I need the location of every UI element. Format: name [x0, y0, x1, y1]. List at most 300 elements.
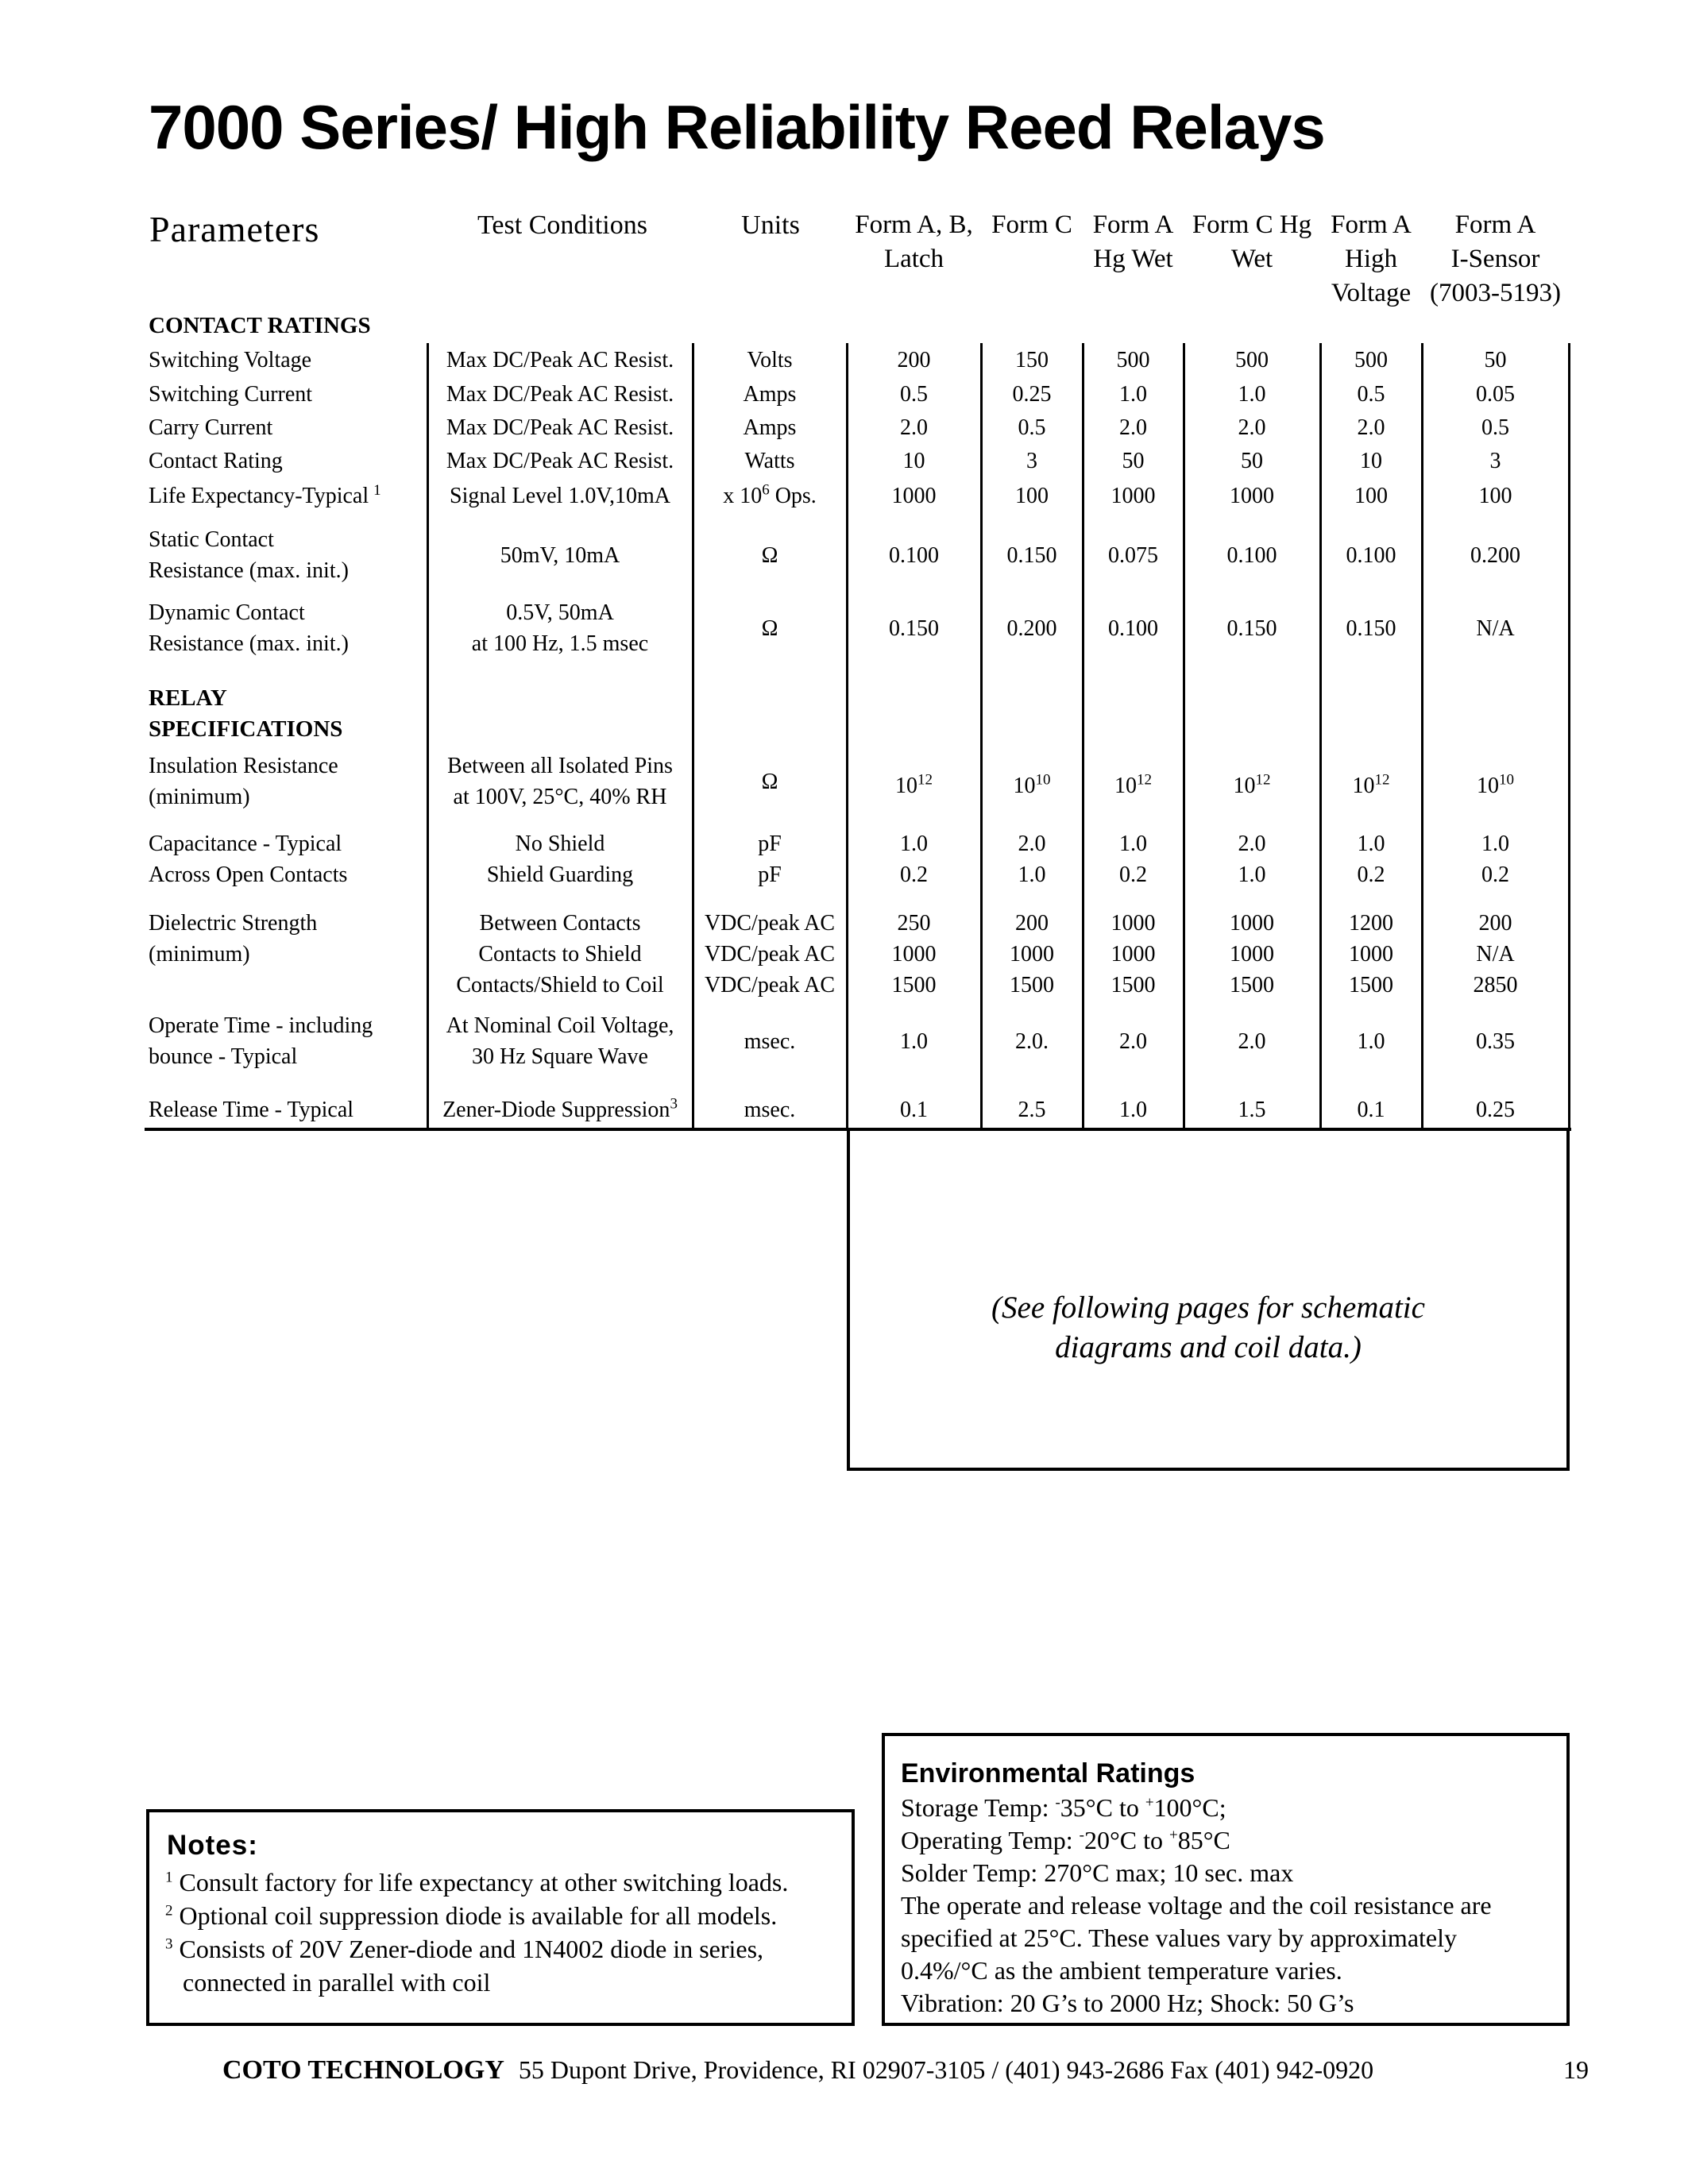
- value-line: 1000: [1111, 911, 1156, 936]
- value-line: 50: [1122, 449, 1145, 473]
- param-line: Resistance (max. init.): [149, 558, 349, 583]
- param-line: Insulation Resistance: [149, 754, 338, 778]
- units-cell: [693, 613, 847, 644]
- param-line: bounce - Typical: [149, 1044, 298, 1069]
- param-label: [149, 908, 317, 970]
- value-line: 100: [1478, 484, 1512, 508]
- value-line: 0.2: [1357, 862, 1385, 887]
- value-cell: [847, 828, 981, 890]
- units-cell: [693, 1026, 847, 1057]
- value-line: 2850: [1473, 973, 1518, 997]
- param-line: Contact Rating: [149, 449, 283, 473]
- value-line: 2.5: [1018, 1098, 1046, 1122]
- condition-line: No Shield: [515, 832, 605, 856]
- units-line: msec.: [744, 1028, 796, 1054]
- value-cell: [1422, 345, 1569, 376]
- value-line: 1000: [1349, 942, 1393, 967]
- operating-temp: Operating Temp: -20°C to +85°C: [901, 1826, 1230, 1854]
- value-line: 0.150: [1006, 542, 1057, 568]
- value-line: 1000: [1111, 942, 1156, 967]
- value-line: 50: [1484, 348, 1507, 372]
- see-following-line1: (See following pages for schematic: [991, 1291, 1425, 1325]
- value-cell: [1184, 908, 1320, 1001]
- value-line: 500: [1354, 348, 1388, 372]
- units-cell: [693, 446, 847, 477]
- value-cell: [981, 540, 1083, 571]
- value-line: 2.0: [1018, 832, 1046, 856]
- notes-box: [146, 1809, 855, 2026]
- param-label: [149, 1010, 373, 1072]
- value-cell: [1184, 480, 1320, 511]
- value-line: 1000: [1230, 942, 1274, 967]
- value-cell: [1320, 828, 1422, 890]
- value-line: 2.0: [1357, 415, 1385, 440]
- units-line: Ω: [761, 615, 778, 641]
- value-line: N/A: [1476, 615, 1515, 641]
- column-header-line: Form A, B,: [855, 210, 973, 239]
- value-line: 2.0: [1119, 1028, 1147, 1054]
- test-condition: [427, 597, 693, 659]
- condition-line: Between all Isolated Pins: [447, 754, 673, 778]
- value-line: 1.0: [1119, 832, 1147, 856]
- condition-line: At Nominal Coil Voltage,: [446, 1013, 674, 1038]
- value-cell: [1083, 412, 1184, 443]
- value-line: 1500: [1111, 973, 1156, 997]
- value-line: 0.5: [1357, 382, 1385, 407]
- units-line: Amps: [743, 382, 797, 407]
- value-exponent: 10: [1499, 771, 1514, 789]
- value-cell: [1184, 345, 1320, 376]
- value-cell: [1320, 345, 1422, 376]
- value-line: 1.0: [1357, 1028, 1385, 1054]
- param-line: Carry Current: [149, 415, 273, 440]
- value-cell: [1184, 1026, 1320, 1057]
- value-line: 150: [1015, 348, 1049, 372]
- value-cell: [1422, 908, 1569, 1001]
- column-header-line: I-Sensor: [1450, 245, 1540, 273]
- value-cell: [981, 412, 1083, 443]
- param-label: [149, 828, 347, 890]
- value-line: 0.05: [1476, 382, 1515, 407]
- value-line: 200: [1015, 911, 1049, 936]
- value-cell: [847, 770, 981, 801]
- value-line: 1.0: [1238, 862, 1266, 887]
- value-cell: [1422, 540, 1569, 571]
- value-line: 10: [902, 449, 925, 473]
- value-line: 0.200: [1470, 542, 1520, 568]
- value-line: 3: [1026, 449, 1037, 473]
- value-line: 1000: [891, 942, 937, 967]
- value-cell: [981, 446, 1083, 477]
- param-label: [149, 345, 311, 376]
- value-cell: [1422, 446, 1569, 477]
- value-cell: [1184, 412, 1320, 443]
- units-cell: [693, 828, 847, 890]
- units-line: Watts: [744, 449, 795, 473]
- value-line: 0.2: [1481, 862, 1509, 887]
- param-line: Across Open Contacts: [149, 862, 348, 887]
- value-exponent: 10: [1035, 771, 1051, 789]
- units-cell: [693, 540, 847, 571]
- param-label: [149, 1094, 353, 1125]
- param-line: Switching Voltage: [149, 348, 312, 372]
- value-cell: [1320, 1026, 1422, 1057]
- footnote-ref: 3: [670, 1095, 678, 1113]
- value-cell: [981, 1026, 1083, 1057]
- section-relay-specs-line2: SPECIFICATIONS: [149, 716, 343, 742]
- value-cell: [1083, 1094, 1184, 1125]
- value-cell: [1320, 1094, 1422, 1125]
- schematic-note-box: [847, 1129, 1570, 1471]
- value-line: 1000: [891, 484, 937, 508]
- condition-line: Contacts to Shield: [478, 942, 642, 967]
- value-cell: [1320, 770, 1422, 801]
- value-cell: [981, 908, 1083, 1001]
- units-cell: [693, 908, 847, 1001]
- units-line: VDC/peak AC: [704, 942, 836, 967]
- value-cell: [1083, 480, 1184, 511]
- condition-line: Contacts/Shield to Coil: [456, 973, 664, 997]
- value-cell: [1184, 828, 1320, 890]
- value-cell: [1184, 1094, 1320, 1125]
- value-cell: [1184, 613, 1320, 644]
- param-line: Switching Current: [149, 382, 313, 407]
- units-line: VDC/peak AC: [704, 973, 836, 997]
- column-header-line: Form A: [1454, 210, 1536, 239]
- value-exponent: 12: [917, 771, 933, 789]
- value-line: 1.0: [1481, 832, 1509, 856]
- test-conditions-heading: Test Conditions: [477, 210, 647, 240]
- value-line: 1.0: [1119, 382, 1147, 407]
- value-line: 200: [1478, 911, 1512, 936]
- value-line: 500: [1116, 348, 1150, 372]
- param-line: Dielectric Strength: [149, 911, 318, 936]
- condition-line: at 100 Hz, 1.5 msec: [471, 631, 649, 656]
- test-condition: [427, 480, 693, 511]
- value-cell: [1422, 1094, 1569, 1125]
- condition-line: Max DC/Peak AC Resist.: [446, 382, 674, 407]
- units-line: msec.: [744, 1098, 796, 1122]
- note-item-1: $^1$ Consult factory for life expectancy at other switching loads.: [165, 1868, 789, 1897]
- condition-line: Signal Level 1.0V,10mA: [450, 484, 670, 508]
- test-condition: [427, 751, 693, 812]
- param-line: Life Expectancy-Typical $^1$: [149, 481, 381, 508]
- value-base: 10: [1233, 774, 1256, 798]
- value-line: 1.0: [1357, 832, 1385, 856]
- param-label: [149, 597, 349, 659]
- value-cell: [1320, 908, 1422, 1001]
- param-line: Resistance (max. init.): [149, 631, 349, 656]
- section-relay-specs-line1: RELAY: [149, 685, 227, 711]
- param-label: [149, 751, 338, 812]
- form-column-header: [1406, 208, 1585, 311]
- environmental-title: Environmental Ratings: [901, 1758, 1196, 1788]
- value-line: 1200: [1349, 911, 1393, 936]
- value-cell: [1083, 1026, 1184, 1057]
- value-line: 1500: [1349, 973, 1393, 997]
- value-line: 0.2: [900, 862, 928, 887]
- value-base: 10: [895, 774, 917, 798]
- param-line: (minimum): [149, 785, 250, 809]
- value-line: 2.0: [1119, 415, 1147, 440]
- value-cell: [1184, 540, 1320, 571]
- footer-company: COTO TECHNOLOGY: [222, 2055, 504, 2085]
- units-heading: Units: [741, 210, 800, 240]
- units-cell: [693, 345, 847, 376]
- value-line: 0.25: [1012, 382, 1052, 407]
- value-line: 1.0: [1238, 382, 1266, 407]
- condition-line: Between Contacts: [479, 911, 641, 936]
- value-cell: [1083, 828, 1184, 890]
- column-header-line: Form C: [991, 210, 1072, 239]
- value-line: 3: [1489, 449, 1501, 473]
- value-base: 10: [1013, 774, 1036, 798]
- value-cell: [1422, 379, 1569, 410]
- value-line: 0.100: [1226, 542, 1277, 568]
- page-number: 19: [1563, 2055, 1589, 2084]
- see-following-text: [850, 1288, 1566, 1368]
- value-cell: [1320, 480, 1422, 511]
- value-cell: [1083, 345, 1184, 376]
- units-cell: [693, 480, 847, 511]
- value-line: 1500: [1010, 973, 1054, 997]
- notes-title: Notes:: [167, 1830, 258, 1861]
- value-line: 10: [1360, 449, 1382, 473]
- value-cell: [1422, 828, 1569, 890]
- environmental-ratings-box: [882, 1733, 1570, 2026]
- value-line: 0.100: [889, 542, 939, 568]
- note-item-3: $^3$ Consists of 20V Zener-diode and 1N4002 diode in series,: [165, 1935, 764, 1963]
- value-exponent: 12: [1255, 771, 1271, 789]
- units-line: Ω: [761, 769, 778, 794]
- value-cell: [1422, 412, 1569, 443]
- value-line: 0.2: [1119, 862, 1147, 887]
- value-cell: [1083, 379, 1184, 410]
- value-cell: [847, 379, 981, 410]
- units-cell: [693, 379, 847, 410]
- value-line: 0.5: [1018, 415, 1046, 440]
- condition-line: 50mV, 10mA: [500, 542, 620, 568]
- param-label: [149, 412, 272, 443]
- see-following-line2: diagrams and coil data.): [1055, 1330, 1362, 1364]
- value-cell: [1320, 613, 1422, 644]
- value-cell: [1422, 1026, 1569, 1057]
- parameters-heading: Parameters: [149, 209, 320, 249]
- value-line: 0.075: [1108, 542, 1158, 568]
- param-line: Release Time - Typical: [149, 1098, 354, 1122]
- value-cell: [981, 345, 1083, 376]
- value-cell: [981, 770, 1083, 801]
- param-label: [149, 524, 349, 586]
- units-line: Amps: [743, 415, 797, 440]
- value-cell: [1184, 770, 1320, 801]
- units-line: pF: [758, 832, 782, 856]
- value-cell: [981, 828, 1083, 890]
- value-cell: [1184, 379, 1320, 410]
- column-header-line: Form C Hg: [1192, 210, 1312, 239]
- value-cell: [981, 379, 1083, 410]
- value-line: 2.0: [1238, 832, 1266, 856]
- test-condition: [427, 908, 693, 1001]
- column-header-line: (7003-5193): [1430, 279, 1561, 307]
- value-base: 10: [1352, 774, 1375, 798]
- param-label: [149, 480, 381, 511]
- footer-address: 55 Dupont Drive, Providence, RI 02907-3105 / (401) 943-2686 Fax (401) 942-0920: [518, 2055, 1374, 2084]
- value-line: 1000: [1230, 911, 1274, 936]
- condition-line: Zener-Diode Suppression$^3$: [442, 1095, 678, 1122]
- test-condition: [427, 828, 693, 890]
- value-line: 1.0: [1018, 862, 1046, 887]
- value-line: 0.100: [1346, 542, 1396, 568]
- param-label: [149, 446, 283, 477]
- column-header-line: Voltage: [1331, 279, 1412, 307]
- value-line: 1000: [1010, 942, 1054, 967]
- value-cell: [981, 1094, 1083, 1125]
- solder-temp: Solder Temp: 270°C max; 10 sec. max: [901, 1858, 1294, 1887]
- value-exponent: 12: [1374, 771, 1390, 789]
- value-base: 10: [1477, 774, 1499, 798]
- test-condition: [427, 412, 693, 443]
- value-line: 0.150: [1226, 615, 1277, 641]
- units-cell: [693, 766, 847, 797]
- param-line: (minimum): [149, 942, 250, 967]
- units-cell: [693, 412, 847, 443]
- test-condition: [427, 1094, 693, 1125]
- condition-line: Max DC/Peak AC Resist.: [446, 348, 674, 372]
- value-line: 0.200: [1006, 615, 1057, 641]
- units-line: x $10^6$ Ops.: [723, 481, 817, 508]
- condition-line: Shield Guarding: [486, 862, 634, 887]
- value-cell: [847, 345, 981, 376]
- test-condition: [427, 540, 693, 571]
- value-line: 0.25: [1476, 1098, 1515, 1122]
- column-header-line: Latch: [883, 245, 944, 273]
- param-line: Capacitance - Typical: [149, 832, 342, 856]
- value-line: 100: [1015, 484, 1049, 508]
- value-cell: [1422, 613, 1569, 644]
- value-cell: [847, 613, 981, 644]
- value-line: 1500: [891, 973, 937, 997]
- test-condition: [427, 446, 693, 477]
- value-cell: [981, 613, 1083, 644]
- section-contact-ratings: CONTACT RATINGS: [149, 313, 371, 338]
- value-cell: [1184, 446, 1320, 477]
- units-line: pF: [758, 862, 782, 887]
- value-cell: [1320, 540, 1422, 571]
- value-base: 10: [1114, 774, 1137, 798]
- value-cell: [1083, 613, 1184, 644]
- units-line: VDC/peak AC: [704, 911, 836, 936]
- value-cell: [847, 540, 981, 571]
- value-cell: [1083, 908, 1184, 1001]
- value-line: 0.35: [1476, 1028, 1515, 1054]
- value-line: 1.0: [1119, 1098, 1147, 1122]
- column-header-line: Wet: [1230, 245, 1273, 273]
- value-line: 2.0: [1238, 1028, 1266, 1054]
- condition-line: at 100V, 25°C, 40% RH: [453, 785, 667, 809]
- condition-line: Max DC/Peak AC Resist.: [446, 449, 674, 473]
- value-line: 1500: [1230, 973, 1274, 997]
- test-condition: [427, 379, 693, 410]
- param-line: Operate Time - including: [149, 1013, 373, 1038]
- env-text-line: specified at 25°C. These values vary by approximately: [901, 1924, 1457, 1952]
- value-line: N/A: [1476, 942, 1515, 967]
- value-line: 0.150: [1346, 615, 1396, 641]
- value-line: 200: [897, 348, 931, 372]
- value-line: 100: [1354, 484, 1388, 508]
- env-text-line: 0.4%/°C as the ambient temperature varies.: [901, 1956, 1342, 1985]
- value-line: 0.150: [889, 615, 939, 641]
- vibration-shock: Vibration: 20 G’s to 2000 Hz; Shock: 50 G’s: [901, 1989, 1354, 2017]
- value-line: 250: [897, 911, 931, 936]
- note-item-3-continuation: connected in parallel with coil: [183, 1968, 491, 1997]
- value-line: 1.0: [900, 1028, 928, 1054]
- condition-line: 30 Hz Square Wave: [472, 1044, 648, 1069]
- units-cell: [693, 1094, 847, 1125]
- environmental-lines: [901, 1792, 1492, 2020]
- storage-temp: Storage Temp: -35°C to +100°C;: [901, 1793, 1226, 1822]
- value-line: 0.5: [900, 382, 928, 407]
- value-cell: [847, 412, 981, 443]
- value-cell: [1083, 540, 1184, 571]
- value-line: 1.0: [900, 832, 928, 856]
- value-line: 0.1: [1357, 1098, 1385, 1122]
- column-header-line: Form A: [1092, 210, 1174, 239]
- value-cell: [847, 908, 981, 1001]
- column-header-line: High: [1345, 245, 1397, 273]
- units-line: Ω: [761, 542, 778, 568]
- units-line: Volts: [747, 348, 793, 372]
- test-condition: [427, 1010, 693, 1072]
- page-title: 7000 Series/ High Reliability Reed Relays: [149, 92, 1325, 162]
- value-cell: [847, 446, 981, 477]
- footnote-ref: 1: [373, 481, 381, 499]
- units-exponent: 6: [762, 481, 770, 499]
- value-cell: [1320, 412, 1422, 443]
- env-text-line: The operate and release voltage and the coil resistance are: [901, 1891, 1492, 1920]
- value-line: 1000: [1230, 484, 1274, 508]
- value-cell: [1083, 446, 1184, 477]
- value-line: 2.0.: [1015, 1028, 1049, 1054]
- condition-line: 0.5V, 50mA: [506, 600, 614, 625]
- param-line: Dynamic Contact: [149, 600, 305, 625]
- value-exponent: 12: [1137, 771, 1152, 789]
- value-line: 1000: [1111, 484, 1156, 508]
- param-line: Static Contact: [149, 527, 274, 552]
- notes-list: [165, 1866, 788, 1999]
- value-cell: [1422, 480, 1569, 511]
- param-label: [149, 379, 312, 410]
- value-cell: [1083, 770, 1184, 801]
- condition-line: Max DC/Peak AC Resist.: [446, 415, 674, 440]
- value-cell: [847, 1094, 981, 1125]
- units-tail: Ops.: [769, 484, 817, 508]
- value-cell: [1320, 446, 1422, 477]
- value-cell: [1320, 379, 1422, 410]
- value-line: 2.0: [900, 415, 928, 440]
- value-line: 0.100: [1108, 615, 1158, 641]
- value-line: 0.1: [900, 1098, 928, 1122]
- value-line: 2.0: [1238, 415, 1266, 440]
- test-condition: [427, 345, 693, 376]
- value-cell: [981, 480, 1083, 511]
- value-cell: [847, 480, 981, 511]
- value-line: 0.5: [1481, 415, 1509, 440]
- column-header-line: Form A: [1331, 210, 1412, 239]
- value-line: 1.5: [1238, 1098, 1266, 1122]
- column-header-line: Hg Wet: [1093, 245, 1173, 273]
- value-line: 500: [1235, 348, 1269, 372]
